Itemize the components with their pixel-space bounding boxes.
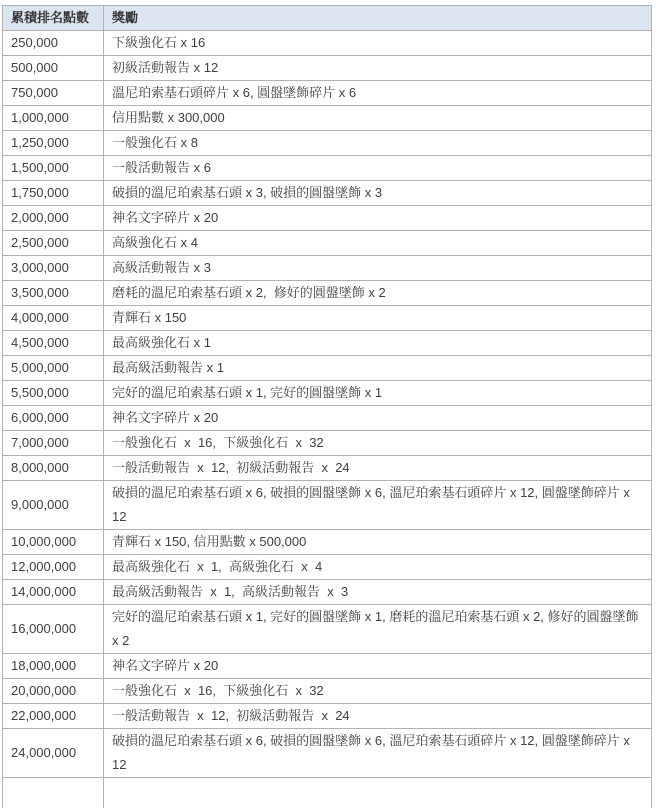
points-cell: 20,000,000 [3,679,104,704]
reward-cell: 下級強化石 x 16 [104,31,652,56]
reward-cell: 一般活動報告 x 12, 初級活動報告 x 24 [104,704,652,729]
table-row [3,406,652,431]
points-cell: 6,000,000 [3,406,104,431]
table-body [3,31,652,778]
points-cell: 1,500,000 [3,156,104,181]
table-row [3,106,652,131]
points-cell: 24,000,000 [3,729,104,778]
table-row [3,580,652,605]
reward-cell: 一般強化石 x 8 [104,131,652,156]
table-row [3,131,652,156]
points-cell: 2,000,000 [3,206,104,231]
reward-cell: 完好的溫尼珀索基石頭 x 1, 完好的圓盤墜飾 x 1, 磨耗的溫尼珀索基石頭 x 2, 修好的圓盤墜飾 x 2 [104,605,652,654]
points-cell: 8,000,000 [3,456,104,481]
reward-cell: 一般強化石 x 16, 下級強化石 x 32 [104,679,652,704]
points-cell: 12,000,000 [3,555,104,580]
points-cell: 5,500,000 [3,381,104,406]
table-row [3,431,652,456]
table-row [3,306,652,331]
reward-cell: 破損的溫尼珀索基石頭 x 6, 破損的圓盤墜飾 x 6, 溫尼珀索基石頭碎片 x 12, 圓盤墜飾碎片 x 12 [104,481,652,530]
rewards-table [2,5,652,808]
table-row [3,256,652,281]
table-row [3,654,652,679]
reward-cell: 一般活動報告 x 6 [104,156,652,181]
reward-cell: 破損的溫尼珀索基石頭 x 6, 破損的圓盤墜飾 x 6, 溫尼珀索基石頭碎片 x 12, 圓盤墜飾碎片 x 12 [104,729,652,778]
column-header-points: 累積排名點數 [3,6,104,31]
reward-cell: 最高級強化石 x 1 [104,331,652,356]
table-row [3,81,652,106]
points-cell: 5,000,000 [3,356,104,381]
table-row [3,729,652,778]
points-cell: 1,000,000 [3,106,104,131]
table-row [3,356,652,381]
column-header-reward: 獎勵 [104,6,652,31]
table-row [3,381,652,406]
table-row [3,231,652,256]
reward-cell: 完好的溫尼珀索基石頭 x 1, 完好的圓盤墜飾 x 1 [104,381,652,406]
points-cell: 1,750,000 [3,181,104,206]
table-row [3,56,652,81]
table-row [3,530,652,555]
reward-cell: 高級強化石 x 4 [104,231,652,256]
points-cell: 3,000,000 [3,256,104,281]
points-cell: 4,000,000 [3,306,104,331]
reward-cell: 神名文字碎片 x 20 [104,406,652,431]
points-cell: 500,000 [3,56,104,81]
reward-cell: 磨耗的溫尼珀索基石頭 x 2, 修好的圓盤墜飾 x 2 [104,281,652,306]
table-header-row [3,6,652,31]
points-cell-empty [3,778,104,808]
table-row [3,156,652,181]
reward-cell: 溫尼珀索基石頭碎片 x 6, 圓盤墜飾碎片 x 6 [104,81,652,106]
points-cell: 14,000,000 [3,580,104,605]
table-row-partial [3,778,652,808]
table-row [3,206,652,231]
points-cell: 18,000,000 [3,654,104,679]
reward-cell: 最高級活動報告 x 1, 高級活動報告 x 3 [104,580,652,605]
points-cell: 22,000,000 [3,704,104,729]
table-row [3,605,652,654]
reward-cell-empty [104,778,652,808]
table-row [3,679,652,704]
table-row [3,331,652,356]
table-row [3,281,652,306]
table-row [3,31,652,56]
table-row [3,555,652,580]
points-cell: 16,000,000 [3,605,104,654]
points-cell: 1,250,000 [3,131,104,156]
reward-cell: 初級活動報告 x 12 [104,56,652,81]
table-row [3,481,652,530]
points-cell: 4,500,000 [3,331,104,356]
reward-cell: 一般強化石 x 16, 下級強化石 x 32 [104,431,652,456]
points-cell: 7,000,000 [3,431,104,456]
reward-cell: 神名文字碎片 x 20 [104,654,652,679]
points-cell: 10,000,000 [3,530,104,555]
reward-cell: 破損的溫尼珀索基石頭 x 3, 破損的圓盤墜飾 x 3 [104,181,652,206]
points-cell: 3,500,000 [3,281,104,306]
table-row [3,704,652,729]
points-cell: 9,000,000 [3,481,104,530]
reward-cell: 高級活動報告 x 3 [104,256,652,281]
reward-cell: 青輝石 x 150 [104,306,652,331]
points-cell: 250,000 [3,31,104,56]
points-cell: 750,000 [3,81,104,106]
reward-cell: 最高級活動報告 x 1 [104,356,652,381]
reward-cell: 最高級強化石 x 1, 高級強化石 x 4 [104,555,652,580]
points-cell: 2,500,000 [3,231,104,256]
table-row [3,456,652,481]
reward-cell: 神名文字碎片 x 20 [104,206,652,231]
reward-cell: 信用點數 x 300,000 [104,106,652,131]
reward-cell: 一般活動報告 x 12, 初級活動報告 x 24 [104,456,652,481]
table-row [3,181,652,206]
reward-cell: 青輝石 x 150, 信用點數 x 500,000 [104,530,652,555]
